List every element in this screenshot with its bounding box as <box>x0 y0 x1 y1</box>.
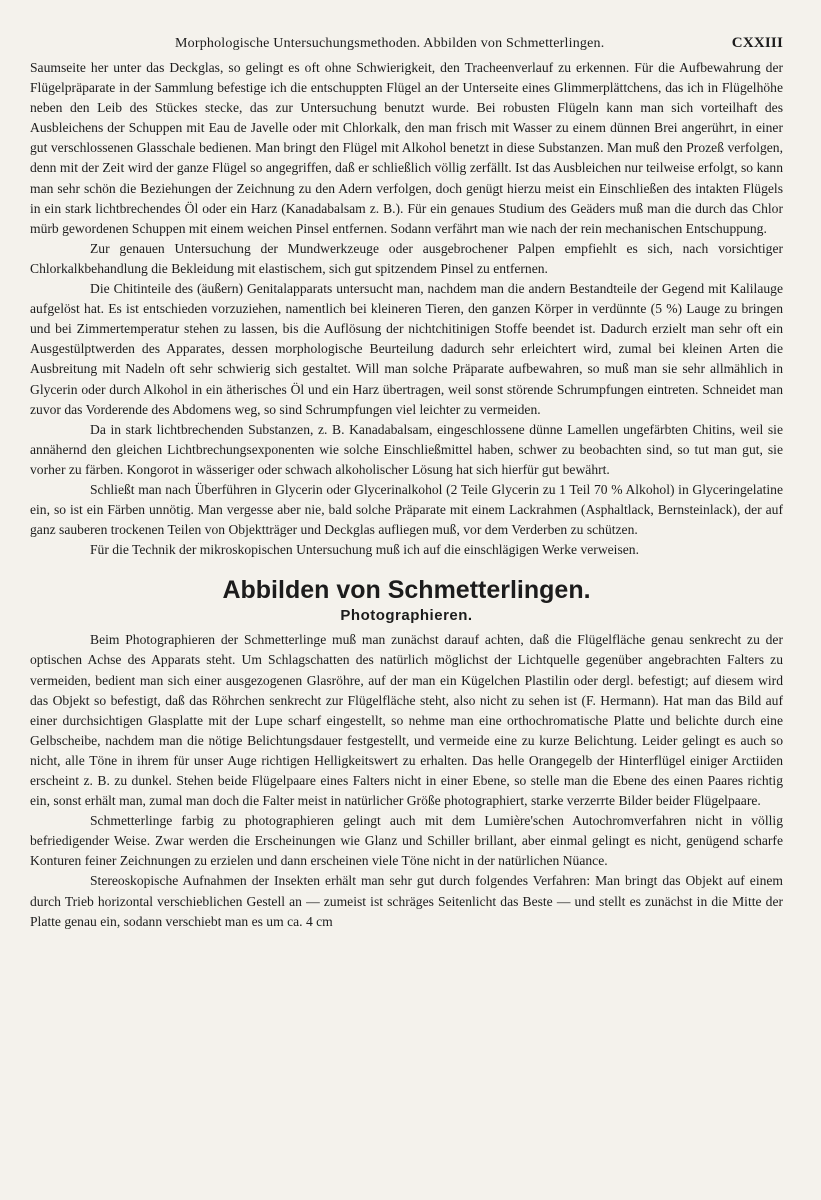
paragraph: Die Chitinteile des (äußern) Genitalapparats untersucht man, nachdem man die andern Bestandteile der Gegend mit Kalilauge aufgelöst hat. Es ist entschieden vorzuziehen, namentlich bei kleineren Tieren, den ganzen Körper in verdünnte (5 %) Lauge zu bringen und bei Zimmertemperatur stehen zu lassen, bis die Auflösung der nichtchitinigen Stoffe beendet ist. Dadurch erzielt man sehr oft ein Ausgestülptwerden des Apparates, dessen morphologische Beurteilung dadurch sehr erleichtert wird, zumal bei kleinen Arten die Ausbreitung mit Nadeln oft sehr schwierig sich gestaltet. Will man solche Präparate aufbewahren, so muß man sie sehr allmählich in Glycerin oder durch Alkohol in ein ätherisches Öl und ein Harz übertragen, weil sonst störende Schrumpfungen eintreten. Schneidet man zuvor das Vorderende des Abdomens weg, so sind Schrumpfungen viel leichter zu vermeiden. <box>30 281 783 417</box>
paragraph: Zur genauen Untersuchung der Mundwerkzeuge oder ausgebrochener Palpen empfiehlt es sich, nach vorsichtiger Chlorkalkbehandlung die Bekleidung mit elastischem, sich gut spitzendem Pinsel zu entfernen. <box>30 240 783 276</box>
paragraph: Für die Technik der mikroskopischen Untersuchung muß ich auf die einschlägigen Werke verweisen. <box>90 542 639 558</box>
section-subheading: Photographieren. <box>340 607 473 625</box>
paragraph: Beim Photographieren der Schmetterlinge muß man zunächst darauf achten, daß die Flügelfläche genau senkrecht zu der optischen Achse des Apparats steht. Um Schlagschatten des natürlich möglichst der Lichtquelle gegenüber angebrachten Falters zu vermeiden, bedient man sich einer ausgezogenen Glasröhre, auf der man ein Kügelchen Plastilin oder dergl. befestigt; auf diesem wird das Objekt so befestigt, daß das Röhrchen senkrecht zur Flügelfläche steht, also nicht zu sehen ist (F. Hermann). Hat man das Bild auf einer durchsichtigen Glasplatte mit der Lupe scharf eingestellt, so nehme man eine orthochromatische Platte und belichte durch eine Gelbscheibe, nachdem man die nötige Belichtungsdauer festgestellt, und vermeide eine zu kurze Belichtung. Leider gelingt es auch so nicht, alle Töne in ihrem für unser Auge richtigen Helligkeitswert zu erhalten. Das helle Orangegelb der Hinterflügel einiger Arctiiden erscheint z. B. zu dunkel. Stehen beide Flügelpaare eines Falters nicht in einer Ebene, so stelle man die Ebene des einen Paares richtig ein, sonst erhält man, zumal man doch die Falter meist in natürlicher Größe photographiert, starke verzerrte Bilder beider Flügelpaare. <box>30 632 783 809</box>
paragraph: Da in stark lichtbrechenden Substanzen, z. B. Kanadabalsam, eingeschlossene dünne Lamellen ungefärbten Chitins, weil sie annähernd den gleichen Lichtbrechungsexponenten wie solche Einschließmittel haben, schwer zu beobachten sind, so tut man gut, sie vorher zu färben. Kongorot in wässeriger oder schwach alkoholischer Lösung hat sich hierfür gut bewährt. <box>30 421 783 477</box>
page-number: CXXIII <box>731 35 783 51</box>
section-morphology-text <box>30 58 783 560</box>
paragraph: Stereoskopische Aufnahmen der Insekten erhält man sehr gut durch folgendes Verfahren: Man bringt das Objekt auf einem durch Trieb horizontal verschieblichen Gestell an — zumeist ist schräges Seitenlicht das Beste — und stellt es zunächst in die Mitte der Platte genau ein, sodann verschiebt man es um ca. 4 cm <box>30 873 783 929</box>
paragraph: Saumseite her unter das Deckglas, so gelingt es oft ohne Schwierigkeit, den Tracheenverlauf zu erkennen. Für die Aufbewahrung der Flügelpräparate in der Sammlung befestige ich die entschuppten Flügel an der Unterseite eines Glimmerplättchens, das ich in Flügelhöhe neben den Leib des Stückes stecke, das zur Untersuchung benutzt wurde. Bei robusten Flügeln kann man sich vorteilhaft des Ausbleichens der Schuppen mit Eau de Javelle oder mit Chlorkalk, den man frisch mit Wasser zu einem dünnen Brei angerührt, in einer gut verschlossenen Glasschale bedienen. Man bringt den Flügel mit Alkohol benetzt in diese Substanzen. Man muß den Prozeß verfolgen, denn mit der Zeit wird der ganze Flügel so angegriffen, daß er schließlich völlig zerfällt. Ist das Ausbleichen nur teilweise erfolgt, so kann man sehr schön die Beziehungen der Zeichnung zu den Adern verfolgen, doch genügt hierzu meist ein Einschließen des intakten Flügels in ein stark lichtbrechendes Öl oder ein Harz (Kanadabalsam z. B.). Für ein genaues Studium des Geäders muß man die durch das Chlor mürb gewordenen Schuppen mit einem weichen Pinsel entfernen. Sodann verfährt man wie nach der rein mechanischen Entschuppung. <box>30 60 783 236</box>
paragraph: Schmetterlinge farbig zu photographieren gelingt auch mit dem Lumière'schen Autochromverfahren nicht in völlig befriedigender Weise. Zwar werden die Erscheinungen wie Glanz und Schiller brillant, aber einmal gelingt es nicht, genügend scharfe Konturen feiner Zeichnungen zu erzielen und dann erscheinen viele Töne nicht in der natürlichen Nüance. <box>30 813 783 869</box>
paragraph: Schließt man nach Überführen in Glycerin oder Glycerinalkohol (2 Teile Glycerin zu 1 Teil 70 % Alkohol) in Glyceringelatine ein, so ist ein Färben unnötig. Man vergesse aber nie, bald solche Präparate mit einem Lackrahmen (Asphaltlack, Bernsteinlack), der auf ganz sauberen trockenen Teilen von Objektträger und Deckglas aufliegen muß, vor dem Verderben zu schützen. <box>30 481 783 538</box>
section-heading: Abbilden von Schmetterlingen. <box>222 576 591 605</box>
running-title: Morphologische Untersuchungsmethoden. Abbilden von Schmetterlingen. <box>175 36 605 51</box>
running-header <box>30 36 783 58</box>
section-photography-text <box>30 630 783 931</box>
